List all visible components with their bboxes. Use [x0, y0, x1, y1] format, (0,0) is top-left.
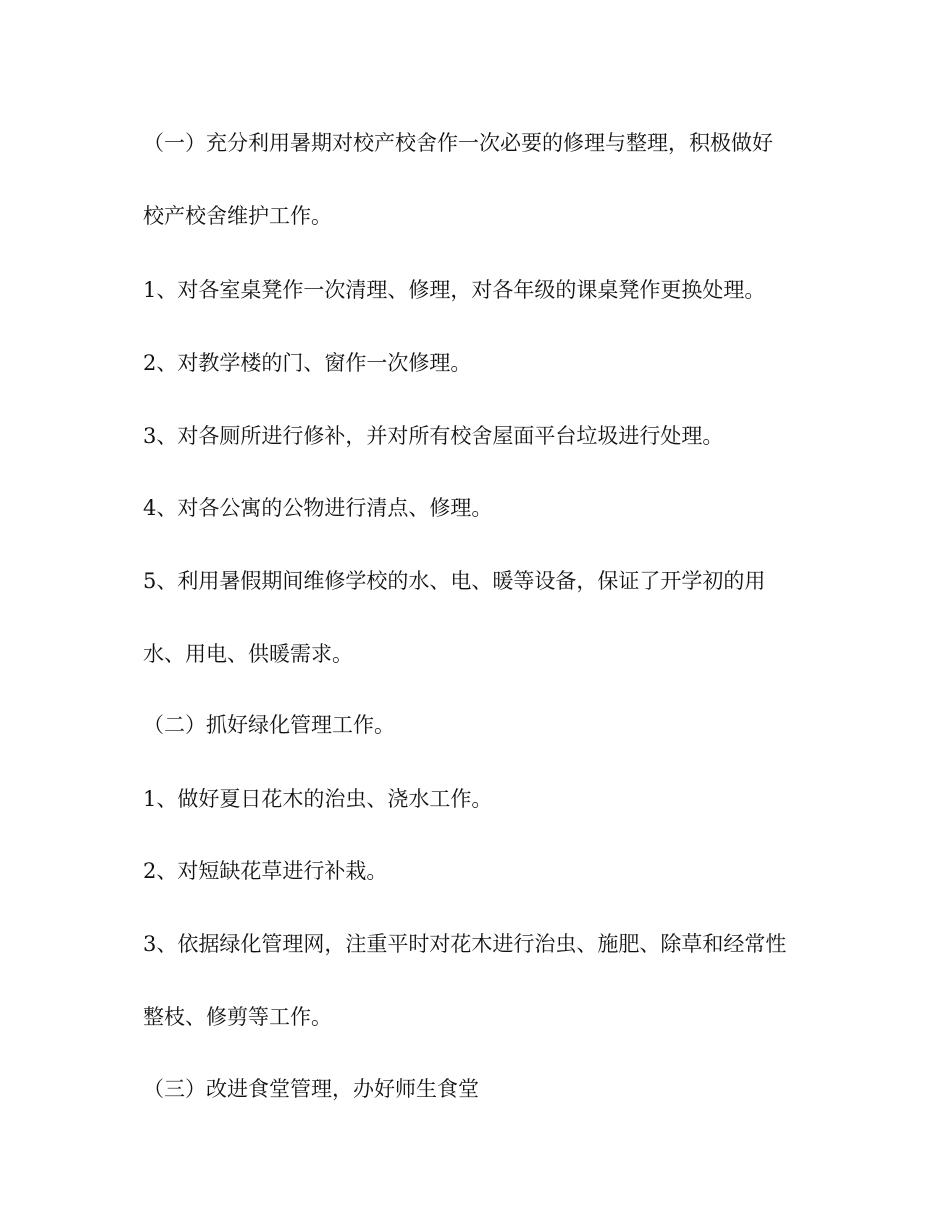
paragraph-line: 水、用电、供暖需求。	[143, 642, 353, 666]
section-heading-2: （二）抓好绿化管理工作。	[143, 713, 395, 737]
list-item: 3、依据绿化管理网，注重平时对花木进行治虫、施肥、除草和经常性	[143, 932, 787, 956]
list-item: 2、对短缺花草进行补栽。	[143, 859, 388, 883]
list-item: 4、对各公寓的公物进行清点、修理。	[143, 496, 493, 520]
list-item: 3、对各厕所进行修补，并对所有校舍屋面平台垃圾进行处理。	[143, 424, 724, 448]
paragraph-line: 整枝、修剪等工作。	[143, 1005, 332, 1029]
list-item: 1、做好夏日花木的治虫、浇水工作。	[143, 787, 493, 811]
list-item: 5、利用暑假期间维修学校的水、电、暖等设备，保证了开学初的用	[143, 569, 766, 593]
list-item: 2、对教学楼的门、窗作一次修理。	[143, 351, 472, 375]
list-item: 1、对各室桌凳作一次清理、修理，对各年级的课桌凳作更换处理。	[143, 278, 766, 302]
paragraph-line: 校产校舍维护工作。	[143, 204, 332, 228]
section-heading-3: （三）改进食堂管理，办好师生食堂	[143, 1077, 479, 1101]
section-heading-1: （一）充分利用暑期对校产校舍作一次必要的修理与整理，积极做好	[143, 131, 773, 155]
